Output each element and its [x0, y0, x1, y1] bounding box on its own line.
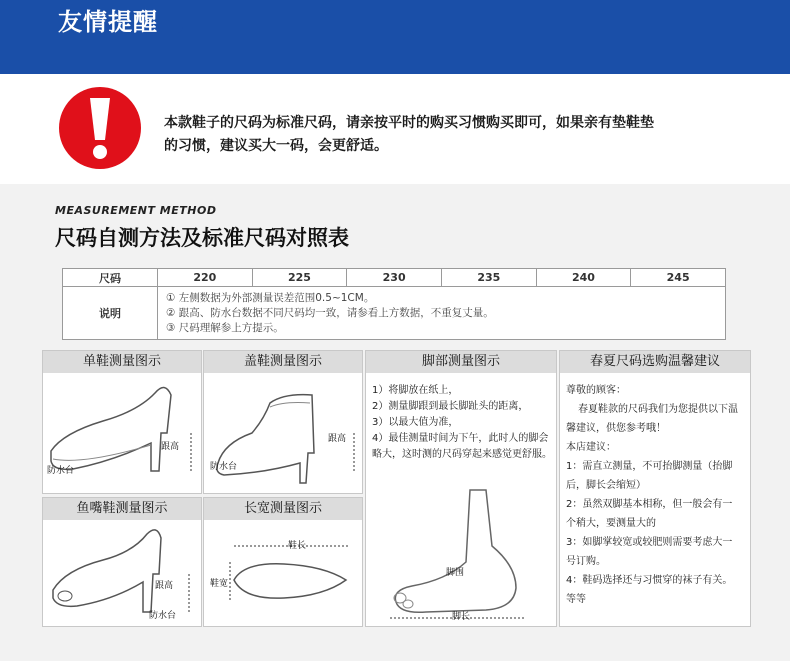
panel-title: 鱼嘴鞋测量图示 [43, 498, 201, 520]
size-header-label: 尺码 [63, 269, 158, 287]
peep-toe-shoe-icon [43, 520, 201, 624]
length-width-panel [203, 497, 363, 627]
cover-shoe-panel [203, 350, 363, 494]
exclamation-warning-icon [58, 86, 142, 170]
advice-intro: 春夏鞋款的尺码我们为您提供以下温馨建议，供您参考哦！ [566, 404, 738, 434]
shoe-top-view-icon [204, 520, 362, 624]
notice-line-1: 本款鞋子的尺码为标准尺码，请亲按平时的购买习惯购买即可，如果亲有垫鞋垫 [164, 115, 654, 131]
note-item: ① 左侧数据为外部测量误差范围0.5~1CM。 [166, 291, 375, 304]
size-cell: 225 [252, 269, 347, 287]
size-cell: 230 [347, 269, 442, 287]
foot-step: 2）测量脚跟到最长脚趾头的距离， [372, 401, 529, 412]
single-shoe-panel [42, 350, 202, 494]
method-title-en: MEASUREMENT METHOD [55, 204, 217, 217]
advice-store: 本店建议： [566, 442, 616, 453]
advice-greeting: 尊敬的顾客： [566, 385, 626, 396]
advice-text [566, 381, 742, 609]
method-title-cn: 尺码自测方法及标准尺码对照表 [55, 226, 349, 250]
size-cell: 245 [631, 269, 726, 287]
width-label: 鞋宽 [210, 579, 229, 589]
advice-tip: 1：需直立测量，不可抬脚测量（抬脚后，脚长会缩短） [566, 461, 733, 491]
banner-title: 友情提醒 [58, 8, 158, 36]
notice-line-2: 的习惯，建议买大一码，会更舒适。 [164, 138, 388, 154]
note-item: ③ 尺码理解参上方提示。 [166, 321, 284, 334]
panel-title: 单鞋测量图示 [43, 351, 201, 373]
foot-step: 4）最佳测量时间为下午，此时人的脚会略大，这时测的尺码穿起来感觉更舒服。 [372, 433, 552, 460]
heel-label: 跟高 [161, 442, 180, 452]
panel-title: 长宽测量图示 [204, 498, 362, 520]
advice-tip: 4：鞋码选择还与习惯穿的袜子有关。等等 [566, 575, 733, 605]
notes-cell [158, 287, 726, 340]
foot-step: 3）以最大值为准， [372, 417, 459, 428]
panel-title: 春夏尺码选购温馨建议 [560, 351, 750, 373]
size-table [62, 268, 726, 340]
size-cell: 220 [158, 269, 253, 287]
advice-panel [559, 350, 751, 627]
heel-label: 跟高 [155, 581, 174, 591]
notes-label: 说明 [63, 287, 158, 340]
girth-label: 脚围 [446, 568, 465, 578]
length-label: 鞋长 [288, 541, 307, 551]
size-notes-row [63, 287, 726, 340]
panel-title: 脚部测量图示 [366, 351, 556, 373]
platform-label: 防水台 [210, 462, 238, 472]
peep-toe-panel [42, 497, 202, 627]
platform-label: 防水台 [47, 466, 75, 476]
advice-tip: 2：虽然双脚基本相称，但一般会有一个稍大，要测量大的 [566, 499, 733, 529]
heel-label: 跟高 [328, 434, 347, 444]
foot-panel [365, 350, 557, 627]
size-header-row [63, 269, 726, 287]
size-cell: 235 [441, 269, 536, 287]
foot-steps [372, 383, 552, 463]
foot-length-label: 脚长 [452, 612, 471, 622]
note-item: ② 跟高、防水台数据不同尺码均一致，请参看上方数据，不重复丈量。 [166, 306, 494, 319]
foot-icon [366, 476, 556, 626]
advice-tip: 3：如脚掌较宽或较肥则需要考虑大一号订购。 [566, 537, 733, 567]
size-cell: 240 [536, 269, 631, 287]
foot-step: 1）将脚放在纸上， [372, 385, 459, 396]
notice-text [164, 112, 744, 158]
platform-label: 防水台 [149, 611, 177, 621]
panel-title: 盖鞋测量图示 [204, 351, 362, 373]
